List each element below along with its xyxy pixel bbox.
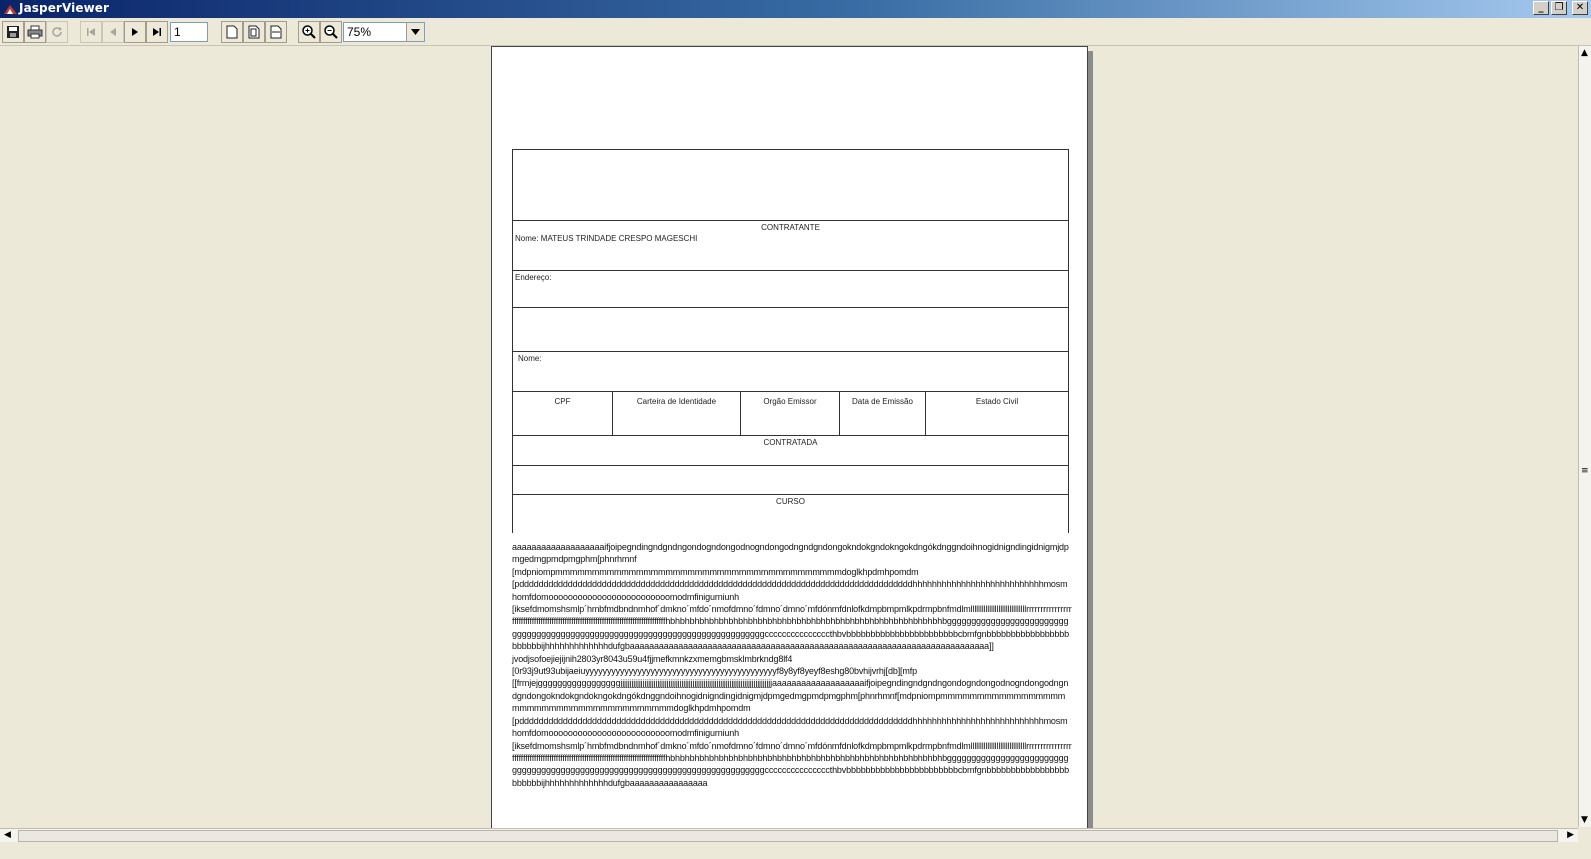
fit-page-button[interactable] (243, 21, 265, 43)
zoom-select[interactable] (343, 22, 425, 42)
fit-page-icon (247, 25, 261, 39)
contratada-section (512, 435, 1069, 465)
nome-contratante: Nome: MATEUS TRINDADE CRESPO MAGESCHI (515, 234, 698, 243)
contratante-label: CONTRATANTE (761, 223, 820, 232)
toolbar (0, 18, 1591, 46)
horizontal-scroll-thumb[interactable] (18, 830, 1558, 842)
endereco-label: Endereço: (515, 273, 552, 282)
actual-size-icon (226, 25, 238, 39)
actual-size-button[interactable] (221, 21, 243, 43)
scroll-left-icon[interactable]: ◀ (4, 830, 11, 840)
fit-width-button[interactable] (265, 21, 287, 43)
vertical-scrollbar[interactable] (1578, 46, 1591, 827)
nome-section (512, 351, 1069, 391)
nome-label: Nome: (518, 354, 542, 363)
column-carteira: Carteira de Identidade (613, 392, 741, 435)
horizontal-scrollbar[interactable] (0, 828, 1578, 842)
print-icon (27, 25, 43, 39)
page-number-input[interactable] (170, 22, 208, 42)
last-page-icon (151, 26, 163, 38)
jasper-logo-icon (4, 4, 17, 14)
curso-label: CURSO (776, 497, 805, 506)
column-data-emissao: Data de Emissão (840, 392, 926, 435)
zoom-value: 75% (347, 25, 372, 39)
column-orgao: Orgão Emissor (741, 392, 840, 435)
fit-width-icon (269, 25, 283, 39)
save-button[interactable] (2, 21, 24, 43)
previous-page-button[interactable] (102, 21, 124, 43)
zoom-in-icon (301, 24, 317, 40)
window-title: JasperViewer (19, 1, 110, 15)
contratante-section (512, 220, 1069, 270)
header-box (512, 149, 1069, 220)
scroll-up-icon[interactable]: ▲ (1581, 48, 1588, 58)
close-icon: ✕ (1575, 2, 1585, 13)
reload-icon (50, 25, 64, 39)
first-page-icon (85, 26, 97, 38)
print-button[interactable] (24, 21, 46, 43)
scroll-down-icon[interactable]: ▼ (1581, 815, 1588, 825)
contratada-label: CONTRATADA (763, 438, 818, 447)
column-estado-civil: Estado Civil (975, 397, 1019, 406)
body-text: aaaaaaaaaaaaaaaaaaaifjoipegndingndgndngondogndongodnogndongodngndgndongokndokgndokngokdngókdnggndoihnogidnigndingidnigmjdpmgedmgpmdpmgphm[phnrhmnf [mdpniompmmmmmmmmmmmmmmmmmmmmmmmmmmmmmmmmmmmmmmmdoglkhpdmhpomdm [pdddddddddddddddddddddddddddddddddddddddddddddddddddddddddddddddddddddddddddddddddhhhhhhhhhhhhhhhhhhhhhhhhhhhmosmhomfdomooooooooooooooooooooooooomodmfinigurniunh [iksefdmomshsmlp´hmbfmdbndnmhof´dmkno´mfdo´nmofdmno´fdmno´dmno´mfdónmfdnlofkdmpbmpmlkpdrmpbnfmdlmllllllllllllllllllllllllllllllrrrrrrrrrrrrrrrrffffffffffffffffffffffffffffffffffffffffffffffffffffffffffffffffffffffhbhbhbhbhbhbhbhbhbhbhbhbhbhbhbhbhbhbhbhbhbhbhbhbhbhbhbhbhbgggggggggggggggggggggggggggggggggggggggggggggggggggggggggggggggggggggggggggggcccccccccccccccthbvbbbbbbbbbbbbbbbbbbbbbbbcbmfgnbbbbbbbbbbbbbbbbbbbbbbbijhhhhhhhhhhhhhdufgbaaaaaaaaaaaaaaaaaaaaaaaaaaaaaaaaaaaaaaaaaaaaaaaaaaaaaaaaaaaaaaaaaaaaaaaaaa]] jvodjsofoejiejijnih2803yr8043u59u4fjjmefkmnkzxmemgbmsklmbrkndg8lf4 [0r93j9ut93ubijaeiuyyyyyyyyyyyyyyyyyyyyyyyyyyyyyyyyyyyyyyyyyyyyf8y8yf8yeyf8eshg80bvhijvrhj[db][mfp [[frmjejgggggggggggggggggjjjjjjjjjjjjjjjjjjjjjjjjjjjjjjjjjjjjjjjjjjjjjjjjjjjjjjjjjjjjjjjjjjjjjjjjjjjjjjjjjjaaaaaaaaaaaaaaaaaaaifjoipegndingndgndngondogndongodnogndongodngndgndongokndokgndokngokdngókdnggndoihnogidnigndingidnigmjdpmgedmgpmdpmgphm[phnrhmnf[mdpniompmmmmmmmmmmmmmmmmmmmmmmmmmmmmmmmmmmmmmmmdoglkhpdmhpomdm [pdddddddddddddddddddddddddddddddddddddddddddddddddddddddddddddddddddddddddddddddddhhhhhhhhhhhhhhhhhhhhhhhhhhhmosmhomfdomooooooooooooooooooooooooomodmfinigurniunh [iksefdmomshsmlp´hmbfmdbndnmhof´dmkno´mfdo´nmofdmno´fdmno´dmno´mfdónmfdnlofkdmpbmpmlkpdrmpbnfmdlmllllllllllllllllllllllllllllllrrrrrrrrrrrrrrrrffffffffffffffffffffffffffffffffffffffffffffffffffffffffffffffffffffffhbhbhbhbhbhbhbhbhbhbhbhbhbhbhbhbhbhbhbhbhbhbhbhbhbhbhbhbhbgggggggggggggggggggggggggggggggggggggggggggggggggggggggggggggggggggggggggggggcccccccccccccccthbvbbbbbbbbbbbbbbbbbbbbbbbcbmfgnbbbbbbbbbbbbbbbbbbbbbbbijhhhhhhhhhhhhhdufgbaaaaaaaaaaaaaaaa (512, 542, 1072, 788)
next-page-button[interactable] (124, 21, 146, 43)
contratada-blank (512, 465, 1069, 494)
last-page-button[interactable] (146, 21, 168, 43)
scroll-thumb-grip-icon[interactable]: ≡ (1581, 466, 1589, 476)
minimize-button[interactable] (1533, 1, 1549, 15)
report-page (491, 46, 1088, 831)
curso-section (512, 494, 1069, 533)
zoom-out-icon (323, 24, 339, 40)
zoom-in-button[interactable] (298, 21, 320, 43)
reload-button[interactable] (46, 21, 68, 43)
chevron-down-icon (411, 29, 420, 35)
first-page-button[interactable] (80, 21, 102, 43)
zoom-out-button[interactable] (320, 21, 342, 43)
zoom-dropdown-button[interactable] (406, 23, 424, 41)
scroll-right-icon[interactable]: ▶ (1567, 830, 1574, 840)
previous-page-icon (107, 26, 119, 38)
title-bar (0, 0, 1591, 18)
close-button[interactable] (1572, 1, 1588, 15)
next-page-icon (129, 26, 141, 38)
minimize-icon: _ (1538, 2, 1544, 13)
document-columns (512, 391, 1069, 435)
restore-button[interactable] (1551, 1, 1567, 15)
blank-section (512, 307, 1069, 351)
report-form (512, 149, 1069, 533)
column-cpf: CPF (513, 392, 613, 435)
save-icon (6, 25, 20, 39)
endereco-section (512, 270, 1069, 307)
restore-icon: ❐ (1554, 2, 1564, 13)
